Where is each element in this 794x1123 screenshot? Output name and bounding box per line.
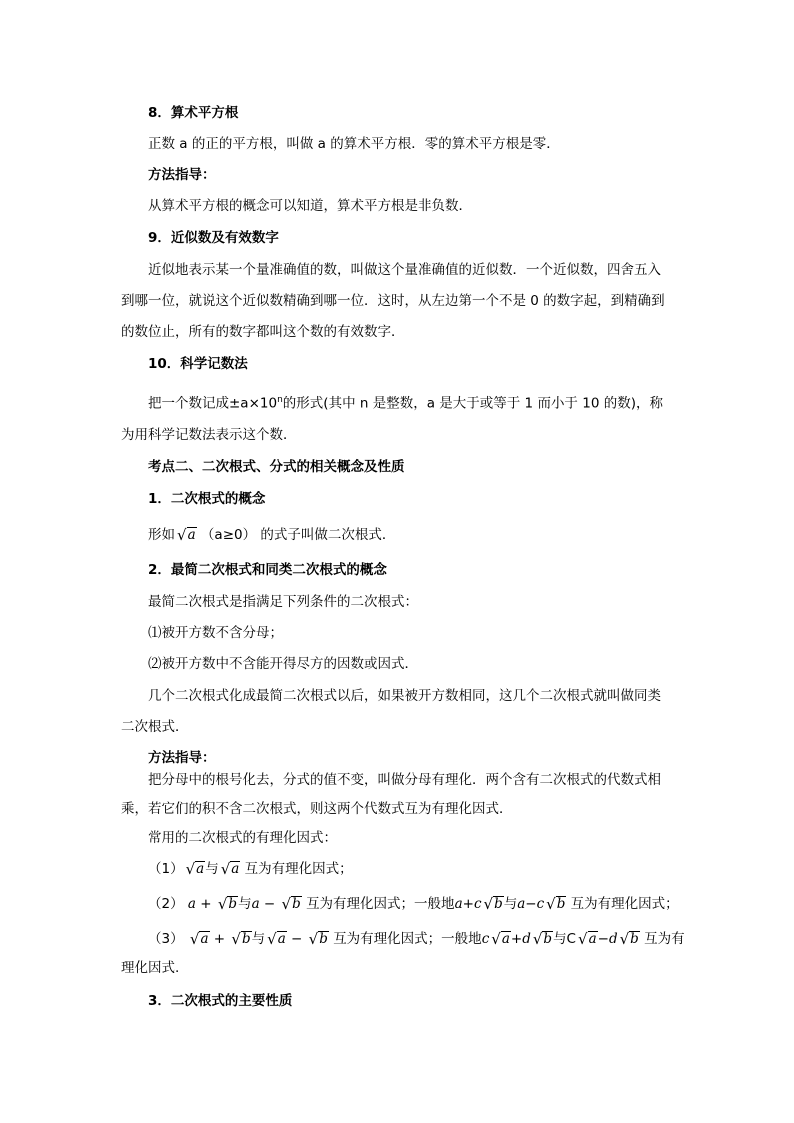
sqrt-a-icon: √a: [185, 860, 205, 878]
section-10-text-b: 的形式(其中 n 是整数，a 是大于或等于 1 而小于 10 的数)，称: [282, 395, 663, 412]
radical-2-intro: 最简二次根式是指满足下列条件的二次根式：: [148, 594, 418, 610]
radical-def-pre: 形如: [148, 527, 175, 543]
radical-definition-line: [148, 524, 395, 545]
section-9-heading: 9．近似数及有效数字: [148, 230, 279, 246]
item-3-number: （3）: [148, 931, 184, 947]
section-9-para-line-2: 到哪一位，就说这个近似数精确到哪一位．这时，从左边第一个不是 0 的数字起，到精确到: [121, 293, 665, 309]
section-8-heading: 8．算术平方根: [148, 105, 239, 121]
item-3-tail-1: 互为有理化因式；一般地: [333, 931, 482, 947]
rationalizing-item-2: （2） a + √b与a − √b 互为有理化因式；一般地a+c √b与a−c √b 互为有理化因式；: [148, 895, 679, 913]
section-10-para-line-1: [148, 390, 663, 414]
radical-2-condition-1: ⑴被开方数不含分母；: [148, 625, 283, 641]
radical-2-para-line-2: 二次根式．: [121, 719, 189, 735]
exponent-n: n: [277, 395, 283, 405]
section-9-para-line-1: 近似地表示某一个量准确值的数，叫做这个量准确值的近似数．一个近似数，四舍五入: [148, 262, 661, 278]
topic-2-heading: 考点二、二次根式、分式的相关概念及性质: [148, 459, 405, 475]
section-10-para-line-2: 为用科学记数法表示这个数．: [121, 427, 297, 443]
radical-3-heading: 3．二次根式的主要性质: [148, 993, 293, 1009]
sqrt-a-expression: √a: [177, 526, 196, 544]
section-10-heading: 10．科学记数法: [148, 356, 248, 372]
item-2-number: （2）: [148, 896, 184, 912]
radical-def-condition: （a≥0）: [200, 527, 257, 543]
radical-1-heading: 1．二次根式的概念: [148, 491, 266, 507]
item-3-tail-2: 互为有: [644, 931, 685, 947]
sqrt-a-icon: √a: [220, 860, 240, 878]
section-8-definition: 正数 a 的正的平方根，叫做 a 的算术平方根．零的算术平方根是零．: [148, 136, 560, 152]
radical-2-heading: 2．最简二次根式和同类二次根式的概念: [148, 562, 387, 578]
rationalizing-item-1: [148, 858, 353, 879]
radical-2-para-line-1: 几个二次根式化成最简二次根式以后，如果被开方数相同，这几个二次根式就叫做同类: [148, 688, 661, 704]
item-2-tail-1: 互为有理化因式；一般地: [306, 896, 455, 912]
rationalizing-item-3: （3） √a + √b与 √a − √b 互为有理化因式；一般地c √a+d √b与C √a−d √b 互为有: [148, 930, 685, 948]
section-8-method-heading: 方法指导：: [148, 167, 216, 183]
item-2-tail-2: 互为有理化因式；: [570, 896, 679, 912]
item-1-tail: 互为有理化因式；: [244, 861, 353, 877]
rationalizing-item-3-continued: 理化因式.: [121, 960, 180, 976]
section-9-para-line-3: 的数位止，所有的数字都叫这个数的有效数字．: [121, 324, 405, 340]
item-1-and: 与: [205, 861, 219, 877]
method-2-para-line-1: 把分母中的根号化去，分式的值不变，叫做分母有理化．两个含有二次根式的代数式相: [148, 772, 661, 788]
section-10-text-a: 把一个数记成±a×10: [148, 395, 278, 412]
item-1-number: （1）: [148, 861, 184, 877]
method-2-para-line-3: 常用的二次根式的有理化因式：: [148, 830, 337, 846]
method-2-para-line-2: 乘，若它们的积不含二次根式，则这两个代数式互为有理化因式．: [121, 801, 513, 817]
method-2-heading: 方法指导：: [148, 750, 216, 766]
radical-def-post: 的式子叫做二次根式．: [260, 527, 396, 543]
section-8-method-text: 从算术平方根的概念可以知道，算术平方根是非负数．: [148, 198, 472, 214]
radical-2-condition-2: ⑵被开方数中不含能开得尽方的因数或因式．: [148, 656, 418, 672]
